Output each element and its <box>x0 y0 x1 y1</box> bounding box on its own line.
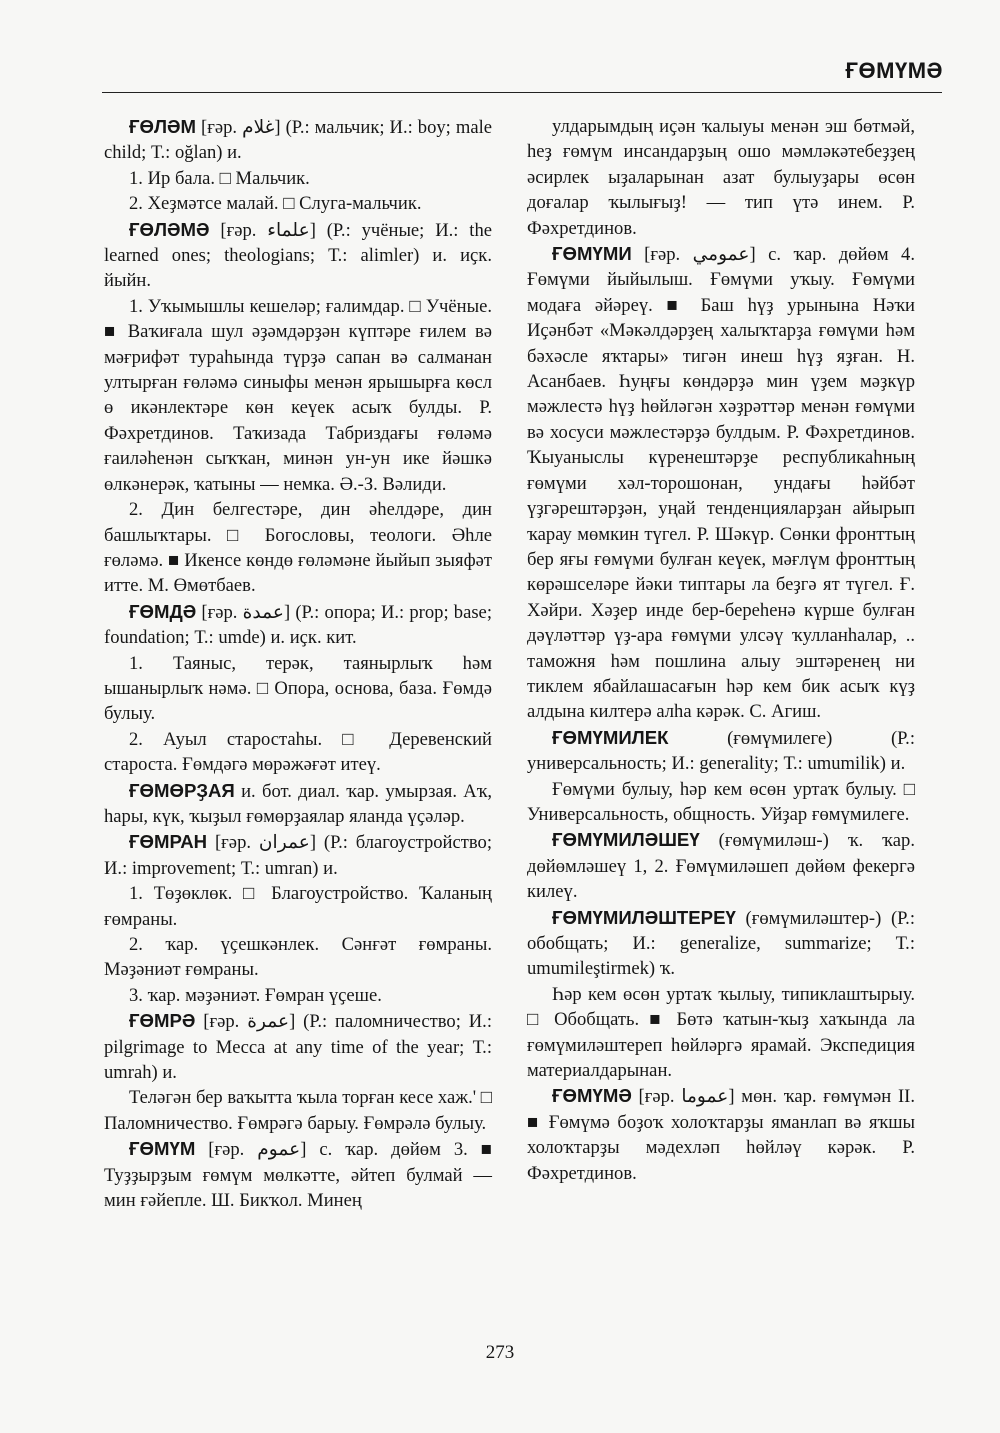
entry-paragraph <box>104 1085 492 1136</box>
entry-text: 2. ҡар. үҫешкәнлек. Сәнғәт ғөмраны. Мәҙәниәт ғөмраны. <box>104 934 492 981</box>
header-rule <box>102 92 942 93</box>
entry-headword: ҒӨМРАН <box>129 831 208 853</box>
entry-text: 2. Дин белгестәре, дин әһелдәре, дин башлыҡтары. □ Богословы, теологи. Әһле ғөләмә. ■ Икенсе көндө ғөләмәне йыйып зыяфәт итте. М. Өмөтбаев. <box>104 499 492 597</box>
page-number: 273 <box>485 1342 515 1363</box>
entry-paragraph <box>104 727 492 778</box>
entry-headword: ҒӨМӨРҘАЯ <box>129 779 235 801</box>
entry-text: 2. Ауыл старостаһы. □ Деревенский староста. Ғөмдәгә мөрәжәғәт итеү. <box>104 728 492 776</box>
entry-headword: ҒӨМҮМӘ <box>552 1085 632 1107</box>
entry-paragraph <box>527 777 915 828</box>
dictionary-entry <box>527 905 915 982</box>
entry-text: Һәр кем өсөн уртаҡ ҡылыу, типиклаштырыу. □ Обобщать. ■ Бөтә ҡатын-ҡыҙ хаҡында ла ғөмүмиләштереп һөйләргә ярамай. Экспедиция материалдарынан. <box>527 983 915 1082</box>
dictionary-entry <box>527 827 915 904</box>
dictionary-entry <box>104 778 492 830</box>
entry-text: улдарымдың иҫән ҡалыуы менән эш бөтмәй, һеҙ ғөмүм инсандарҙың ошо мәмләкәтебеҙҙең әсирлек ыҙаларынан азат булыуҙары өсөн доғалар ҡылығыҙ! — тип үтә инем. Р. Фәхретдинов. <box>527 116 915 239</box>
dictionary-entry <box>527 241 915 725</box>
entry-text: (ғөмүмиләштер-) (Р.: обобщать; И.: generalize, summarize; Т.: umumileştirmek) ҡ. <box>527 907 915 980</box>
entry-text: 1. Төҙөклөк. □ Благоустройство. Ҡаланың ғөмраны. <box>104 883 492 930</box>
right-column <box>527 114 915 1186</box>
entry-text: 1. Ир бала. □ Мальчик. <box>129 167 310 189</box>
entry-text: (ғөмүмиләш-) ҡ. ҡар. дөйөмләшеү 1, 2. Ғөмүмиләшеп дөйөм фекергә килеү. <box>527 830 915 903</box>
entry-paragraph <box>527 982 915 1084</box>
running-title: ҒӨМҮМӘ <box>845 58 943 83</box>
entry-text: [ғәр. ﻋﻤﻮﻣﻲ] с. ҡар. дөйөм 4. Ғөмүми йыйылыш. Ғөмүми уҡыу. Ғөмүми модаға әйәреү. ■ Баш һүҙ урынына Нәҡи Иҫәнбәт «Мәкәлдәрҙең халыҡтарҙа ғөмүми һәм бәхәсле яҡтары» тигән инеш һүҙ яҙған. Н. Асанбаев. Һуңғы көндәрҙә мин үҙем мәҙкүр мәжлестә һүҙ һөйләгән хәҙрәттәр менән ғөмүми вә хосуси мәжлестәрҙә булдым. Р. Фәхретдинов. Ҡыуаныслы күренештәрҙе республикаһның ғөмүми хәл-торошонан, ундағы һәйбәт үҙгәрештәрҙән, уңай тенденцияларҙан айырып ҡарау мөмкин түгел. Р. Шәкүр. Сөнки фронттың бер яғы ғөмүми булған кеүек, мәғлүм фронттың көрәшселәре йәки типтары ла беҙгә ят түгел. Ғ. Хәйри. Хәҙер инде бер-береһенә күрше булған дәүләттәр үҙ-ара ғөмүми улсәү ҡулланһалар, .. таможня һәм пошлина алыу эштәренең ни тиклем ябайлашасағын һәр кем бик асыҡ күҙ алдына килтерә алһа кәрәк. С. Агиш. <box>527 244 915 723</box>
entry-text: [ғәр. ﻋﻠﻤﺎء] (Р.: учёные; И.: the learned ones; theologians; Т.: alimler) и. иҫк. йыйн. <box>104 219 492 292</box>
entry-headword: ҒӨМРӘ <box>129 1010 196 1032</box>
entry-headword: ҒӨМҮМ <box>129 1138 196 1160</box>
entry-paragraph <box>104 294 492 497</box>
entry-text: [ғәр. ﻋﻤﺮﺍﻥ] (Р.: благоустройство; И.: improvement; Т.: umran) и. <box>104 832 492 879</box>
entry-text: и. бот. диал. ҡар. умырзая. Аҡ, һары, күк, ҡыҙыл ғөмөрҙаялар яланда үҫәләр. <box>104 780 492 827</box>
dictionary-entry <box>527 1083 915 1186</box>
entry-paragraph <box>104 497 492 599</box>
entry-paragraph <box>527 114 915 241</box>
entry-text: 3. ҡар. мәҙәниәт. Ғөмран үҫеше. <box>129 984 382 1006</box>
entry-headword: ҒӨЛӘМӘ <box>129 218 210 240</box>
entry-paragraph <box>104 166 492 191</box>
entry-headword: ҒӨМҮМИЛӘШТЕРЕҮ <box>552 906 736 928</box>
entry-text: [ғәр. ﻋﻤﻮﻣﺎ] мөн. ҡар. ғөмүмән II. ■ Ғөмүмә боҙоҡ холоҡтарҙы яманлап вә яҡшы холоҡтарҙы мәдехләп һөйләү кәрәк. Р. Фәхретдинов. <box>527 1086 915 1184</box>
entry-text: Теләгән бер ваҡытта ҡыла торған кесе хаж.' □ Паломничество. Ғөмрәгә барыу. Ғөмрәлә булыу. <box>104 1087 492 1134</box>
entry-paragraph <box>104 881 492 932</box>
entry-headword: ҒӨМҮМИЛЕК <box>552 726 669 748</box>
entry-text: 1. Таяныс, терәк, таянырлыҡ һәм ышанырлыҡ нәмә. □ Опора, основа, база. Ғөмдә булыу. <box>104 652 492 725</box>
entry-text: [ғәр. ﻋﻤﺪﺓ] (Р.: опора; И.: prop; base; foundation; Т.: umde) и. иҫк. кит. <box>104 601 492 649</box>
entry-text: 1. Уҡымышлы кешеләр; ғалимдар. □ Учёные. ■ Ваҡиғала шул әҙәмдәрҙән күптәре ғилем вә мәғрифәт тураһында түрҙә сапан вә салманан ултырған ғөләмә синыфы менән ярышырға көсл​ө икәнлектәре көн кеүек асыҡ булды. Р. Фәхретдинов. Таҡизада Табриздағы ғөләмә ғаиләһенән сыҡҡан, минән ун-ун ике йәшкә өлкәнерәк, ҡатыны — немка. Ә.-З. Вәлиди. <box>104 295 492 495</box>
entry-paragraph <box>104 191 492 216</box>
entry-text: (ғөмүмилеге) (Р.: универсальность; И.: generality; Т.: umumilik) и. <box>527 727 915 775</box>
entry-text: [ғәр. ﻋﻤﻮﻡ] с. ҡар. дөйөм 3. ■ Туҙҙырҙым ғөмүм мөлкәтте, әйтеп булмай — мин ғәйепле. Ш. Бикҡол. Минең <box>104 1139 492 1212</box>
entry-paragraph <box>104 651 492 727</box>
dictionary-entry <box>104 599 492 651</box>
entry-text: 2. Хеҙмәтсе малай. □ Слуга-мальчик. <box>129 193 422 215</box>
left-column <box>104 114 492 1213</box>
entry-paragraph <box>104 983 492 1008</box>
entry-headword: ҒӨМҮМИЛӘШЕҮ <box>552 829 700 851</box>
entry-headword: ҒӨЛӘМ <box>129 116 197 137</box>
dictionary-entry <box>104 217 492 294</box>
entry-text: Ғөмүми булыу, һәр кем өсөн уртаҡ булыу. □ Универсальность, общность. Уйҙар ғөмүмилеге. <box>527 778 915 825</box>
dictionary-entry <box>104 1136 492 1213</box>
entry-headword: ҒӨМҮМИ <box>552 243 632 265</box>
dictionary-entry <box>527 725 915 777</box>
dictionary-entry <box>104 114 492 166</box>
entry-text: [ғәр. ﻋﻤﺮﺓ] (Р.: паломничество; И.: pilgrimage to Mecca at any time of the year; Т.: umrah) и. <box>104 1011 492 1084</box>
entry-paragraph <box>104 932 492 983</box>
entry-text: [ғәр. ﻏﻼﻡ] (Р.: мальчик; И.: boy; male child; Т.: oğlan) и. <box>104 117 492 164</box>
entry-headword: ҒӨМДӘ <box>129 600 197 622</box>
dictionary-entry <box>104 1008 492 1085</box>
dictionary-entry <box>104 829 492 881</box>
